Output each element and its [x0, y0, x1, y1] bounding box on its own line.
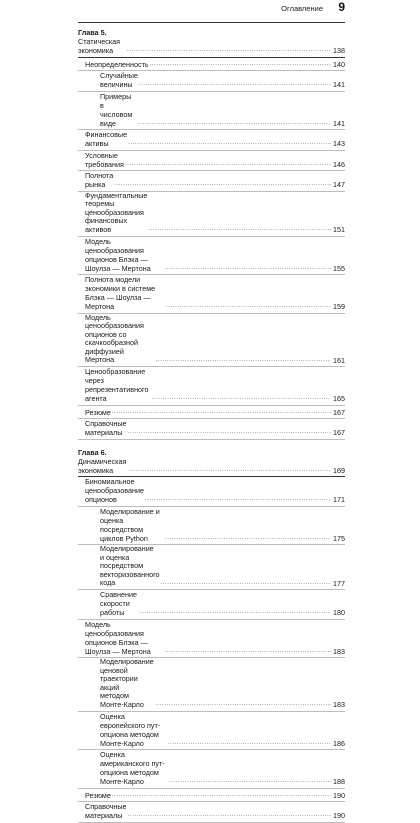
toc-page-number: 183: [333, 700, 345, 709]
toc-subsection[interactable]: [78, 750, 345, 789]
toc-page-number: 151: [333, 225, 345, 234]
toc-page-number: 146: [333, 159, 345, 169]
toc-section[interactable]: [78, 419, 345, 440]
toc-page-number: 169: [333, 465, 345, 475]
toc-page-number: 167: [333, 428, 345, 437]
toc-section[interactable]: [78, 314, 345, 368]
toc-page-number: 141: [333, 118, 345, 128]
dot-leader: [164, 264, 331, 273]
toc-entry-text: [85, 314, 156, 365]
toc-entry-text: Резюме: [85, 407, 111, 417]
toc-chapter-label: Глава 6.: [78, 447, 107, 457]
toc-subsection[interactable]: [78, 545, 345, 590]
dot-leader: [166, 302, 331, 311]
chapter-gap: [78, 440, 345, 448]
toc-subsection[interactable]: [78, 712, 345, 751]
toc-entry-text: Справочные материалы: [85, 802, 127, 820]
toc-section[interactable]: [78, 789, 345, 803]
toc-entry-text: [100, 658, 155, 709]
toc-chapter-label: Глава 5.: [78, 28, 107, 37]
toc-page-number: 155: [333, 263, 345, 273]
dot-leader: [114, 180, 331, 189]
dot-leader: [168, 739, 331, 748]
toc-entry-text: [100, 545, 161, 588]
toc-entry-text: Моделирование и оценка посредством циклов Python: [100, 507, 165, 543]
dot-leader: [156, 356, 331, 365]
table-of-contents: [78, 28, 345, 823]
toc-page-number: 147: [333, 180, 345, 189]
dot-leader: [129, 466, 331, 475]
toc-entry-text: Модель ценообразования опционов Блэка — Шоулза — Мертона: [85, 237, 164, 273]
toc-entry-line: финансовых активов: [85, 216, 128, 234]
running-head: [78, 0, 345, 23]
toc-section[interactable]: [78, 477, 345, 507]
toc-entry-line: диффузией Мертона: [85, 346, 124, 364]
dot-leader: [128, 428, 331, 437]
dot-leader: [151, 394, 331, 403]
toc-page-number: 175: [333, 533, 345, 543]
toc-entry-text: Резюме: [85, 790, 111, 800]
dot-leader: [150, 60, 331, 69]
toc-subsection[interactable]: [78, 658, 345, 712]
toc-section[interactable]: [78, 58, 345, 72]
toc-entry-text: Случайные величины: [100, 71, 138, 89]
dot-leader: [128, 811, 331, 820]
dot-leader: [112, 408, 331, 417]
toc-page-number: 188: [333, 777, 345, 786]
toc-entry-line: Фундаментальные теоремы ценообразования: [85, 190, 148, 217]
toc-page-number: 141: [333, 80, 345, 89]
toc-subsection[interactable]: [78, 71, 345, 92]
toc-page-number: 167: [333, 407, 345, 417]
toc-page-number: 186: [333, 738, 345, 748]
toc-section[interactable]: [78, 620, 345, 659]
dot-leader: [112, 791, 331, 800]
toc-chapter-text: [78, 448, 129, 475]
dot-leader: [148, 225, 331, 234]
toc-entry-line: векторизованного кода: [100, 569, 160, 587]
toc-section[interactable]: [78, 275, 345, 314]
dot-leader: [155, 700, 331, 709]
toc-page-number: 143: [333, 139, 345, 148]
toc-page-number: 190: [333, 811, 345, 820]
dot-leader: [125, 160, 331, 169]
toc-entry-text: Модель ценообразования опционов Блэка — Шоулза — Мертона: [85, 620, 164, 656]
toc-chapter[interactable]: [78, 28, 345, 58]
toc-chapter-title: Статическая экономика: [78, 37, 121, 55]
toc-section[interactable]: [78, 151, 345, 172]
toc-chapter[interactable]: [78, 448, 345, 478]
toc-section[interactable]: [78, 367, 345, 406]
toc-page-number: 140: [333, 59, 345, 69]
toc-entry-line: Моделирование и оценка посредством: [100, 544, 154, 570]
toc-entry-text: Финансовые активы: [85, 130, 128, 148]
toc-entry-text: Полнота модели экономики в системе Блэка — Шоулза — Мертона: [85, 275, 166, 311]
toc-entry-text: Оценка американского пут-опциона методом Монте-Карло: [100, 750, 169, 786]
toc-page-number: 165: [333, 394, 345, 403]
dot-leader: [127, 46, 331, 55]
toc-entry-text: Биномиальное ценообразование опционов: [85, 477, 144, 504]
toc-entry-line: Модель ценообразования опционов со скачкообразной: [85, 312, 144, 347]
toc-page-number: 177: [333, 578, 345, 588]
page-number: 9: [338, 0, 345, 14]
toc-chapter-text: [78, 28, 127, 55]
dot-leader: [138, 119, 331, 128]
toc-page-number: 183: [333, 646, 345, 656]
running-head-title: Оглавление: [281, 4, 323, 13]
toc-entry-text: Оценка европейского пут-опциона методом Монте-Карло: [100, 712, 168, 748]
toc-entry-text: Полнота рынка: [85, 171, 114, 189]
toc-section[interactable]: [78, 171, 345, 192]
toc-page-number: 138: [333, 46, 345, 55]
toc-section[interactable]: [78, 192, 345, 237]
toc-page-number: 159: [333, 302, 345, 311]
toc-page-number: 161: [333, 355, 345, 365]
toc-entry-line: Моделирование ценовой траектории акций: [100, 657, 154, 692]
toc-entry-text: Ценообразование через репрезентативного агента: [85, 367, 151, 403]
toc-page-number: 190: [333, 790, 345, 800]
toc-entry-text: Неопределенность: [85, 59, 149, 69]
dot-leader: [145, 495, 331, 504]
toc-entry-text: Справочные материалы: [85, 419, 127, 437]
toc-section[interactable]: [78, 237, 345, 276]
dot-leader: [128, 139, 331, 148]
toc-entry-text: Сравнение скорости работы: [100, 590, 140, 617]
toc-entry-text: Примеры в числовом виде: [100, 92, 138, 128]
toc-subsection[interactable]: [78, 92, 345, 131]
toc-section[interactable]: [78, 130, 345, 151]
toc-entry-text: Условные требования: [85, 150, 124, 169]
dot-leader: [165, 534, 331, 543]
toc-subsection[interactable]: [78, 507, 345, 546]
toc-chapter-title: Динамическая экономика: [78, 456, 127, 475]
dot-leader: [169, 777, 331, 786]
dot-leader: [140, 608, 331, 617]
dot-leader: [139, 80, 331, 89]
toc-page-number: 171: [333, 495, 345, 504]
dot-leader: [164, 647, 331, 656]
toc-entry-text: [85, 192, 148, 235]
toc-entry-line: методом Монте-Карло: [100, 691, 144, 709]
toc-subsection[interactable]: [78, 590, 345, 620]
toc-section[interactable]: [78, 802, 345, 823]
toc-section[interactable]: [78, 406, 345, 420]
toc-page-number: 180: [333, 608, 345, 617]
dot-leader: [161, 579, 331, 588]
